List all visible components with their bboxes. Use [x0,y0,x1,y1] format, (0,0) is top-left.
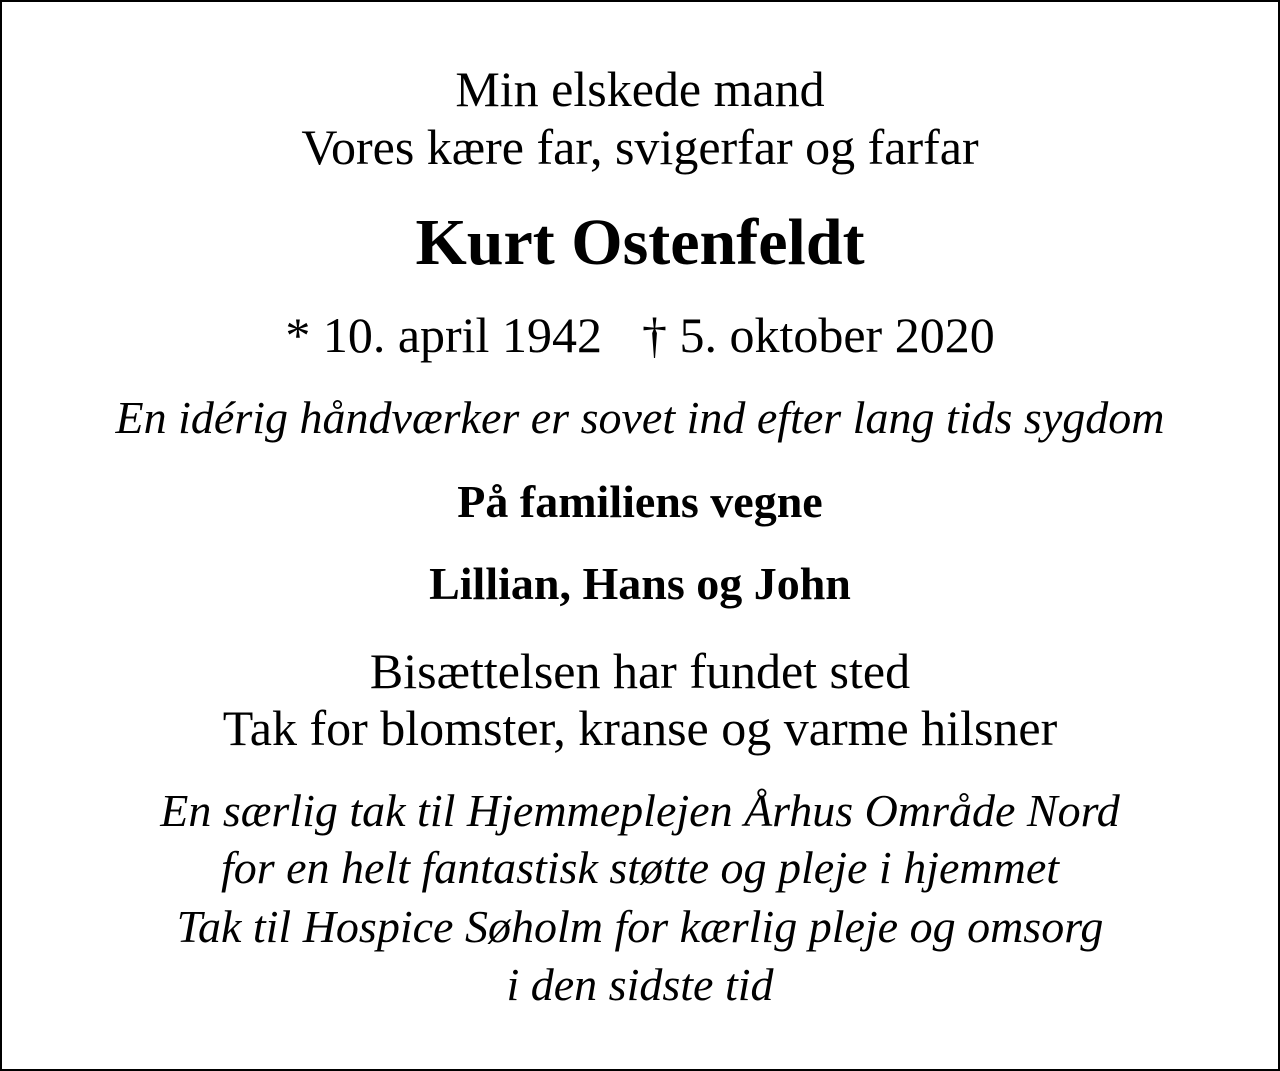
deceased-name: Kurt Ostenfeldt [415,206,865,279]
thanks-line-2: for en helt fantastisk støtte og pleje i hjemmet [220,842,1060,893]
birth-date: * 10. april 1942 [285,307,602,363]
death-date: † 5. oktober 2020 [641,307,995,363]
header-line-2: Vores kære far, svigerfar og farfar [301,119,979,175]
header-line-1: Min elskede mand [455,61,825,117]
family-names: Lillian, Hans og John [429,558,851,609]
life-dates [2,307,1278,363]
thanks-line-4: i den sidste tid [506,959,774,1010]
thanks-line-1: En særlig tak til Hjemmeplejen Århus Område Nord [160,785,1120,836]
epitaph: En idérig håndværker er sovet ind efter lang tids sygdom [115,392,1165,443]
notice-line-2: Tak for blomster, kranse og varme hilsner [222,700,1058,756]
thanks-line-3: Tak til Hospice Søholm for kærlig pleje og omsorg [176,901,1104,952]
notice-line-1: Bisættelsen har fundet sted [369,643,911,699]
on-behalf-heading: På familiens vegne [457,476,823,527]
